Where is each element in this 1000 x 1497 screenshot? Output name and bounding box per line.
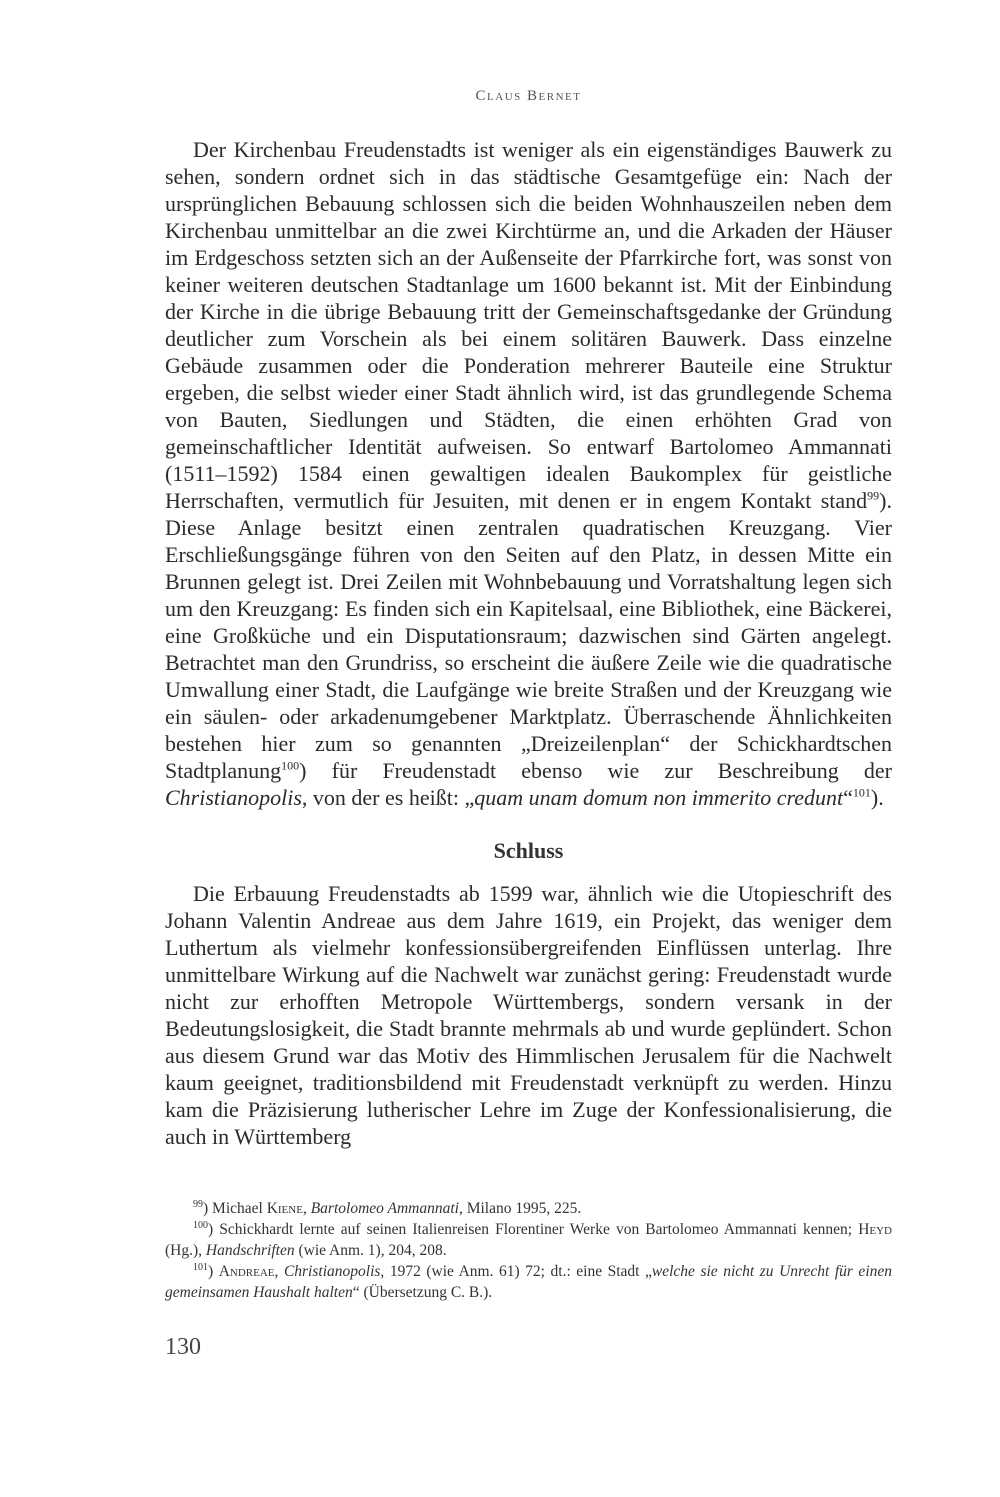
footnote-number: 101 [193,1261,208,1273]
paragraph-1-text-cont: ). Diese Anlage besitzt einen zentralen quadratischen Kreuzgang. Vier Erschließungsgänge führen von den Seiten auf den Platz, in dessen Mitte ein Brunnen gelegt ist. Drei Zeilen mit Wohnbebauung und Vorratshaltung legen sich um den Kreuzgang: Es finden sich ein Kapitelsaal, eine Bibliothek, eine Bäckerei, eine Großküche und ein Disputationsraum; dazwischen sind Gärten angelegt. Betrachtet man den Grundriss, so erscheint die äußere Zeile wie die quadratische Umwallung einer Stadt, die Laufgänge wie breite Straßen und der Kreuzgang wie ein säulen- oder arkadenumgebener Marktplatz. Überraschende Ähnlichkeiten bestehen hier zum so genannten „Dreizeilenplan“ der Schickhardtschen Stadtplanung [165,488,892,783]
footnote-text: , Milano 1995, 225. [458,1200,582,1217]
footnote-text: , 1972 (wie Anm. 61) 72; dt.: eine Stadt „ [380,1263,652,1280]
footnote-ref-99: 99 [867,488,880,503]
footnotes [165,1198,892,1303]
footnote-number: 100 [193,1219,208,1231]
footnote-text: ) Michael [203,1200,267,1217]
body-text [165,136,892,1150]
footnote-text: (wie Anm. 1), 204, 208. [294,1242,447,1259]
paragraph-2: Die Erbauung Freudenstadts ab 1599 war, ähnlich wie die Utopieschrift des Johann Valentin Andreae aus dem Jahre 1619, ein Projekt, das weniger dem Luthertum als vielmehr konfessionsübergreifenden Einflüssen unterlag. Ihre unmittelbare Wirkung auf die Nachwelt war zunächst gering: Freudenstadt wurde nicht zur erhofften Metropole Württembergs, sondern versank in der Bedeutungslosigkeit, die Stadt brannte mehrmals ab und wurde geplündert. Schon aus diesem Grund war das Motiv des Himmlischen Jerusalem für die Nachwelt kaum geeignet, traditionsbildend mit Freudenstadt verknüpft zu werden. Hinzu kam die Präzisierung lutherischer Lehre im Zuge der Konfessionalisierung, die auch in Württemberg [165,881,892,1149]
footnote-number: 99 [193,1198,203,1210]
closing-quote: “ [843,785,853,810]
footnote-101 [165,1261,892,1303]
book-title: Bartolomeo Ammannati [310,1200,459,1217]
italic-title-christianopolis: Christianopolis [165,785,302,810]
book-title: Handschriften [205,1242,295,1259]
paragraph-1-text-cont3: , von der es heißt: „ [301,785,475,810]
paragraph-1-text-cont2: ) für Freudenstadt ebenso wie zur Beschreibung der [299,758,892,783]
latin-quote: quam unam domum non immerito credunt [474,785,844,810]
paragraph-1-text: Der Kirchenbau Freudenstadts ist weniger als ein eigenständiges Bauwerk zu sehen, sondern ordnet sich in das städtische Gesamtgefüge ein: Nach der ursprünglichen Bebauung schlossen sich die beiden Wohnhauszeilen neben dem Kirchenbau unmittelbar an die zwei Kirchtürme an, und die Arkaden der Häuser im Erdgeschoss setzten sich an der Außenseite der Pfarrkirche fort, was sonst von keiner weiteren deutschen Stadtanlage um 1600 bekannt ist. Mit der Einbindung der Kirche in die übrige Bebauung tritt der Gemeinschaftsgedanke der Gründung deutlicher zum Vorschein als bei einem solitären Bauwerk. Dass einzelne Gebäude zusammen oder die Ponderation mehrerer Bauteile eine Struktur ergeben, die selbst wieder einer Stadt ähnlich wird, ist das grundlegende Schema von Bauten, Siedlungen und Städten, die einen erhöhten Grad von gemeinschaftlicher Identität aufweisen. So entwarf Bartolomeo Ammannati (1511–1592) 1584 einen gewaltigen idealen Baukomplex für geistliche Herrschaften, vermutlich für Jesuiten, mit denen er in engem Kontakt stand [165,137,892,513]
footnote-text: ) [208,1263,219,1280]
footnote-ref-101: 101 [852,785,871,800]
author-name: Heyd [858,1221,892,1238]
author-name: Kiene [266,1200,303,1217]
author-name: Andreae [218,1263,275,1280]
book-title: Christianopolis [283,1263,381,1280]
footnote-100 [165,1219,892,1261]
footnote-text: (Hg.), [165,1242,206,1259]
footnote-text: , [302,1200,311,1217]
footnote-ref-100: 100 [281,758,300,773]
footnote-text: ) Schickhardt lernte auf seinen Italienreisen Florentiner Werke von Bartolomeo Ammannati kennen; [208,1221,859,1238]
page-number: 130 [165,1334,201,1360]
footnote-text: “ (Übersetzung C. B.). [352,1284,493,1301]
paragraph-1-end: ). [870,785,884,810]
translation-quote: welche sie nicht zu Unrecht für einen gemeinsamen Haushalt halten [165,1263,893,1301]
footnote-text: , [274,1263,284,1280]
running-head: Claus Bernet [475,88,582,104]
paragraph-1 [165,136,892,811]
section-heading: Schluss [493,838,564,863]
footnote-99 [165,1198,892,1219]
